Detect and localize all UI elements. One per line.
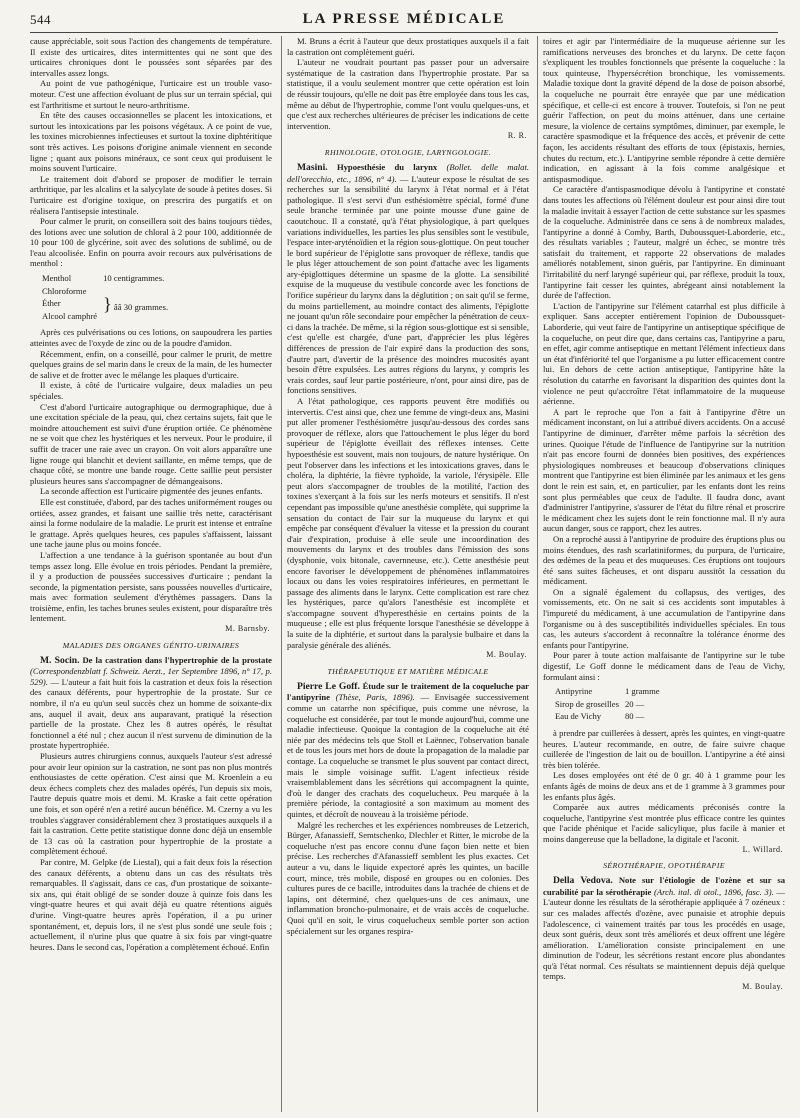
paragraph: Récemment, enfin, on a conseillé, pour calmer le prurit, de mettre quelques grains de sel marin dans le creux de la main, de les humecter de salive et de frotter avec le mélange les plaques d'urticaire. [30,348,272,380]
formula-ingredient: Eau de Vichy [555,711,602,722]
author-signature: M. Boulay. [486,650,527,660]
paragraph: cause appréciable, soit sous l'action des changements de température. Il existe des urticaires, dites intermittentes qui ne sont que des urticaires chroniques dont le poussées sont séparées par des intervalles assez longs. [30,36,272,78]
paragraph: L'affection a une tendance à la guérison spontanée au bout d'un temps assez long. Elle évolue en trois périodes. Pendant la première, il y a production de poussées successives d'urticaire ; pendant la seconde, la pigmentation persiste, sans poussées nouvelles d'urticaire, mais avec formation seulement d'érythèmes passagers. Dans la troisième, enfin, les taches brunes seules existent, pour disparaître très lentement. [30,549,272,624]
paragraph: La seconde affection est l'urticaire pigmentée des jeunes enfants. [40,486,263,497]
page-number: 544 [30,12,51,27]
author-signature: L. Willard. [742,844,783,854]
formula-ingredient: Chloroforme [42,285,87,296]
article-citation: (Bollet. delle malat. dell'orecchio, etc., 1896, n° 4). [287,161,529,184]
brace-glyph: } [103,293,112,314]
article-lead [287,681,529,820]
column-2 [287,36,529,1112]
article-citation: (Arch. ital. di otol., 1896, fasc. 3). [653,886,774,897]
formula-dose: 1 gramme [624,686,660,697]
section-heading: SÉROTHÉRAPIE, OPOTHÉRAPIE [603,861,725,871]
paragraph: à prendre par cuillerées à dessert, après les quintes, en vingt-quatre heures. L'auteur recommande, en outre, de faire suivre chaque cuillerée de l'ingestion de lait ou de bouillon. L'antipyrine a été ainsi très bien tolérée. [543,728,785,770]
article-author: Della Vedova. [553,875,613,887]
column-3 [543,36,785,1112]
paragraph: L'action de l'antipyrine sur l'élément catarrhal est plus difficile à expliquer. Sans accepter entièrement l'opinion de Duboussquet-Laborderie, qui veut faire de l'antipyrine un antiseptique spécifique de la coqueluche, on peut dire que, dans certains cas, l'antipyrine a paru, en effet, agir comme antiseptique en mettant l'élément infectieux dans un état d'infériorité tel que l'organisme a pu lutter efficacement contre lui. En dehors de cette action antiseptique, l'antipyrine hâte la résolution du catarrhe en favorisant la disparition des quintes dont la violence ne peut qu'accroître l'état inflammatoire de la muqueuse aérienne. [543,300,785,407]
paragraph: Par contre, M. Gelpke (de Liestal), qui a fait deux fois la résection des canaux déférents, a obtenu dans un cas des résultats très remarquables. Il s'agissait, dans ce cas, d'un prostatique de soixante-six ans, qui était obligé de se sonder douze à quinze fois dans les vingt-quatre heures et qui avait déjà eu quatre rétentions aiguës d'urine. Vingt-quatre heures après l'opération, il a pu uriner spontanément, et, depuis lors, il ne s'est plus sondé une seule fois ; actuellement, il n'urine plus que quatre à six fois par vingt-quatre heures. Dans le second cas, l'opération a complètement échoué. Enfin [30,856,272,952]
paragraph: Il existe, à côté de l'urticaire vulgaire, deux maladies un peu spéciales. [30,380,272,401]
formula-ingredient: Alcool camphré [42,310,98,321]
paragraph: A part le reproche que l'on a fait à l'antipyrine d'être un médicament inconstant, on lui a attribué divers accidents. On a accusé l'antipyrine de diminuer, d'arrêter même parfois la sécrétion des urines. Quoique l'étude de l'influence de l'antipyrine sur la nutrition n'ait pas encore fourni de données bien positives, des expériences physiologiques nombreuses et beaucoup d'observations cliniques montrent que l'antipyrine est bien éliminée par les animaux et les gens dont le rein est sain, et, en particulier, par les enfants dont les reins sont plus perméables que ceux de l'adulte. Il faudra donc, avant d'administrer l'antipyrine, s'assurer de l'état du filtre rénal et proscrire le médicament chez les sujets dont le rein fonctionne mal. Il n'y aura aucun danger, sous ce rapport, chez les autres. [543,406,785,534]
paragraph: Après ces pulvérisations ou ces lotions, on saupoudrera les parties atteintes avec de l'oxyde de zinc ou de la poudre d'amidon. [30,327,272,349]
paragraph: Plusieurs autres chirurgiens connus, auxquels l'auteur s'est adressé pour avoir leur opinion sur la castration, ne sont pas non plus montrés enthousiastes de cette opération. C'est ainsi que M. Kroenlein a eu deux échecs complets chez des malades opérés, l'un depuis six mois, l'autre depuis quatre mois et demi. M. Kraske a fait cette opération une fois, et son opéré n'en a retiré aucun bénéfice. M. Czerny a vu les troubles s'aggraver considérablement chez 3 prostatiques auxquels il a fait la castration. Cette petite statistique donne donc déjà un ensemble de 13 cas où la castration pour hypertrophie de la prostate a complètement échoué. [30,751,272,857]
article-text: — Envisagée successivement comme un catarrhe non spécifique, puis comme une névrose, la coqueluche est considérée, par tout le monde aujourd'hui, comme une maladie infectieuse. Quoique la contagion de la coqueluche ait été niée par des médecins tels que Stoll et Laënnec, l'observation banale et de tous les jours met hors de doute la propagation de la maladie par contage. La coqueluche se transmet le plus souvent par contact direct, mais le simple voisinage suffit. L'agent infectieux réside vraisemblablement dans les sécrétions qui accompagnent la quinte, d'où le danger des crachats des coquelucheux. Peu marquée à la première période, la contagiosité a son maximum au moment des quintes, et décroît de nouveau à la troisième période. [287,692,529,819]
paragraph: Les doses employées ont été de 0 gr. 40 à 1 gramme pour les enfants âgés de moins de deux ans et de 1 gramme à 3 grammes pour les enfants plus âgés. [543,770,785,802]
paragraph: A l'état pathologique, ces rapports peuvent être modifiés ou intervertis. C'est ainsi que, chez une femme de vingt-deux ans, Masini put aller promener l'esthésiomètre jusqu'au-dessous des cordes sans provoquer de réflexe, alors que l'attouchement le plus léger du bord supérieur de l'épiglotte éveillait des réflexes intenses. Cette hypoesthésie est souvent, mais non toujours, de nature hystérique. On peut l'observer dans les infections et les intoxications graves, dans le choléra, la diphtérie, la fièvre typhoïde, la variole, l'érysipèle. Elle peut alors s'accompagner de troubles de la motilité, l'action des toxines s'exerçant à la fois sur les nerfs moteurs et sensitifs. Il n'est cependant pas impossible qu'une anesthésie complète, qui supprime la sensation du contact de l'air sur la muqueuse du larynx et qui empêche par conséquent d'évaluer la vitesse et la pression du courant d'air d'expiration, produise à elle seule une incoordination des mouvements du larynx et des troubles dans l'émission des sons (dysphonie, voix bitonale, cavernneuse, etc.). Cette anesthésie peut encore favoriser le développement de phénomènes inflammatoires locaux ou dans les voies respiratoires inférieures, en permettant le passage des aliments dans le larynx. Cette complication est rare chez les hystériques, parce qu'alors l'anesthésie est incomplète et s'accompagne souvent d'hyperesthésie en certains points de la muqueuse ; elle est plus fréquente lorsque l'anesthésie se développe à la suite de la diphtérie, et surtout dans la paralysie bulbaire et dans la paralysie générale des aliénés. [287,396,529,650]
column-divider [281,36,282,1112]
article-title: Étude sur le traitement de la coqueluche par l'antipyrine [287,680,529,703]
article-author: Masini. [297,161,328,173]
author-signature: R. R. [507,131,527,141]
article-author: M. Socin. [40,654,80,666]
paragraph: M. Bruns a écrit à l'auteur que deux prostatiques auxquels il a fait la castration ont complètement guéri. [287,36,529,57]
section-heading: THÉRAPEUTIQUE ET MATIÈRE MÉDICALE [327,666,489,676]
article-title: De la castration dans l'hypertrophie de la prostate [82,654,272,665]
author-signature: M. Boulay. [742,982,783,992]
section-heading: MALADIES DES ORGANES GÉNITO-URINAIRES [62,640,240,650]
formula-dose: 20 — [624,698,645,709]
paragraph: En tête des causes occasionnelles se placent les intoxications, et surtout les intoxications par les poisons végétaux. A ce point de vue, les toxines microbiennes infectieuses et surtout la toxine diphtéritique sont très actives. Les poisons d'origine animale viennent en seconde ligne ; quant aux poisons minéraux, ce sont ceux qui produisent le moins souvent l'urticaire. [30,110,272,174]
formula-dose-value: ââ 30 grammes. [113,301,169,312]
paragraph: Comparée aux autres médicaments préconisés contre la coqueluche, l'antipyrine s'est montrée plus efficace contre les quintes que l'acide phénique et l'acide salicylique, plus facile à manier et moins dangereuse que la belladone, la digitale et l'aconit. [543,802,785,844]
publication-title: LA PRESSE MÉDICALE [302,11,506,27]
article-lead [30,655,272,751]
paragraph: C'est d'abord l'urticaire autographique ou dermographique, due à une excitation spéciale de la peau, qui, chez certains sujets, fait que le moindre attouchement est suivi d'une éruption ortiée. Ce phénomène ne se voit que chez les hystériques et les nerveux. Pour le produire, il suffit de tracer une raie avec un crayon. On voit alors apparaître une ligne rouge qui blanchit et devient saillante, en même temps, que de chaque côté, se montre une bande rouge. Cette saillie peut persister plusieurs heures sans s'accompagner de démangeaisons. [30,401,272,486]
paragraph: Au point de vue pathogénique, l'urticaire est un trouble vaso-moteur. C'est une affection évoluant de plus sur un terrain spécial, qui est l'arthritisme et surtout le neuro-arthritisme. [30,78,272,110]
formula-dose: 10 centigrammes. [103,273,165,284]
article-text: — L'auteur expose le résultat de ses recherches sur la sensibilité du larynx à l'état normal et à l'état pathologique. Il s'est servi d'un esthésiomètre spécial, formé d'une seule branche terminée par une pointe mousse d'une gaine de caoutchouc. Il a constaté, qu'à l'état physiologique, à part quelques variations individuelles, les parties les plus sensibles sont le vestibule, l'espace inter-aryténoïdien et la région sous-glottique. On peut toucher le bord supérieur de l'épiglotte sans provoquer de réflexe, tandis que le plus léger attouchement de son point d'attache avec les ligaments ary-épiglottiques détermine un spasme de la glotte. La sensibilité exquise de la muqueuse du vestibule concorde avec les fonctions de l'orifice supérieur du larynx dans la déglutition ; on sait qu'il se ferme, du moins partiellement, au moindre contact des aliments, l'épiglotte ne jouant qu'un rôle secondaire pour empêcher la pénétration de ceux-ci dans la trachée. De même, si la région sous-glottique est si sensible, c'est qu'elle est chargée, d'une part, d'apprécier les plus légères différences de pression de l'air expiré dans la production des sons, d'autre part, d'avertir de la présence des moindres mucosités ayant besoin d'être expulsées. Les autres régions du larynx, y compris les vrais cordes, sauf leur partie postérieure, n'ont, pour ainsi dire, pas de fonctions sensitives. [287,173,529,396]
paragraph: Pour parer à toute action malfaisante de l'antipyrine sur le tube digestif, Le Goff donne le médicament dans de l'eau de Vichy, formulant ainsi : [543,650,785,682]
paragraph: Malgré les recherches et les expériences nombreuses de Letzerich, Bürger, Afanassieff, Semtschenko, Dlechler et Ritter, le microbe de la coqueluche n'est pas encore connu d'une façon bien nette et bien précise. Les recherches d'Afanassieff semblent les plus exactes. Cet auteur a vu, dans le liquide expectoré après les quintes, un bacille court, mince, très mobile, disposé en groupes ou en colonies. Des cultures pures de ce bacille, introduites dans la trachée de chiens et de lapins, ont déterminé, chez quelques-uns de ces animaux, une inflammation broncho-pulmonaire, et de vrais accès de coqueluche. Quoi qu'il en soit, le virus coquelucheux semble porter son action spécialement sur les organes respira- [287,819,529,936]
paragraph: Ce caractère d'antispasmodique dévolu à l'antipyrine et constaté dans toutes les affections où l'élément douleur est pour ainsi dire tout la maladie invitait à essayer l'action de cette substance sur les spasmes de la coqueluche. Administrée dans ce sens à de nombreux malades, l'antipyrine a donné à Comby, Barth, Duboussquet-Laborderie, etc., des résultats variables ; l'auteur, malgré un échec, se montre très satisfait du traitement, et rapporte 22 observations de malades améliorés notablement, sinon guéris, par l'antipyrine. En diminuant l'irritabilité du nerf laryngé supérieur qui, par réflexe, produit la toux, l'antipyrine fait cesser les quintes, abrégeant ainsi notablement la durée de l'affection. [543,184,785,301]
formula-ingredient: Antipyrine [555,686,593,697]
article-text: — L'auteur donne les résultats de la sérothérapie appliquée à 7 ozéneux : sur ces malades affectés d'ozène, avec punaisie et atrophie depuis l'adolescence, ci vainement traités par tous les procédés en usage, deux sont guéris, deux sont très améliorés et deux offrent une légère amélioration. L'amélioration consiste principalement en une diminution de l'odeur, les sécrétions restant encore plus abondantes qu'à l'état normal. Ces résultats se maintiennent depuis déjà quelque temps. [543,886,785,982]
formula-dose [101,286,170,322]
formula-ingredient: Menthol [42,273,72,284]
paragraph: L'auteur ne voudrait pourtant pas passer pour un adversaire systématique de la castration dans l'hypertrophie prostate. Par sa statistique, il a voulu seulement montrer que cette opération est loin de réussir toujours, qu'elle ne doit pas être employée dans tous les cas, même au début de l'hypertrophie, comme l'ont voulu quelques-uns, et que c'est aux recherches ultérieures de préciser les indications de cette intervention. [287,57,529,131]
paragraph: On a reproché aussi à l'antipyrine de produire des éruptions plus ou moins étendues, des rash scarlatiniformes, du purpura, de l'urticaire, des œdèmes de la peau et des muqueuses. Ces éruptions ont toujours été sans suites fâcheuses, et ont disparu aussitôt la cessation du médicament. [543,533,785,587]
article-author: Pierre Le Goff. [297,680,360,692]
paragraph: On a signalé également du collapsus, des vertiges, des vomissements, etc. On ne sait si ces accidents sont imputables à l'impureté du médicament, à une accumulation de l'antipyrine dans l'organisme ou à des susceptibilités individuelles spéciales. En tous cas, les auteurs s'accordent à reconnaître la tolérance énorme des enfants pour l'antipyrine. [543,586,785,650]
paragraph: Elle est constituée, d'abord, par des taches uniformément rouges ou ortiées, assez grandes, et faisant une saillie très nette, caractérisant ainsi la forme nodulaire de la maladie. Le prurit est intense et entraîne le grattage. Après quelques heures, ces papules s'affaissent, laissant une tache jaune plus ou moins foncée. [30,496,272,550]
formula-ingredient: Éther [42,298,61,309]
paragraph: Pour calmer le prurit, on conseillera soit des bains toujours tièdes, des lotions avec une solution de chloral à 2 pour 100, additionnée de 10 pour 100 de glycérine, soit avec des solutions de sublimé, ou de l'eau alcoolisée. Enfin on pourra avoir recours aux pulvérisations de menthol : [30,216,272,269]
article-title: Hypoesthésie du larynx [336,161,438,172]
article-text: — L'auteur a fait huit fois la castration et deux fois la résection des canaux déférents, pour hypertrophie de la prostate. Sur ce nombre, il n'a eu qu'un seul succès chez un homme de soixante-dix ans, auquel il avait, deux ans auparavant, pratiqué la résection partielle de la prostate. Chez les 8 autres opérés, le résultat fonctionnel a été nul ; chez aucun il n'est survenu de diminution de la prostate hypertrophiée. [30,676,272,751]
page-header [30,6,778,33]
formula-dose: 80 — [624,711,645,722]
article-citation: (Thèse, Paris, 1896). [335,692,415,703]
prescription-table [551,684,664,724]
paragraph: Le traitement doit d'abord se proposer de modifier le terrain arthritique, par les alcalins et la salycylate de soude à petites doses. Si l'urticaire est d'origine toxique, on prescrira des purgatifs et on réalisera l'antisepsie intestinale. [30,173,272,216]
formula-ingredient: Sirop de groseilles [555,698,619,709]
prescription-table [38,271,172,323]
article-title: Note sur l'étiologie de l'ozène et sur sa curabilité par la sérothérapie [543,875,785,897]
author-signature: M. Barnsby. [225,624,270,634]
column-divider [537,36,538,1112]
paragraph: toires et agir par l'intermédiaire de la muqueuse aérienne sur les ramifications nerveuses des bronches et du larynx. De cette façon s'expliquent les troubles fonctionnels que présente la coqueluche : la toux quinteuse, l'hypersécrétion bronchique, les vomissements. Maladie toxique dont la gravité dépend de la dose de poison absorbé, la coqueluche ne pourrait être enrayée que par une médication spécifique, et celle-ci est encore à trouver. Toutefois, si l'on ne peut guérir l'affection, on peut du moins atténuer, dans une certaine mesure, la violence de certains symptômes, diminuer, par exemple, le caractère spasmodique et la fréquence des accès, et prévenir de cette façon, les accidents résultant des efforts de toux (épistaxis, hernies, chutes du rectum, etc.). L'antipyrine semble répondre à cette dernière indication, en agissant à la fois comme analgésique et antispasmodique. [543,36,785,184]
article-lead [287,162,529,396]
column-1 [30,36,272,1112]
article-lead [543,875,785,982]
section-heading: RHINOLOGIE, OTOLOGIE, LARYNGOLOGIE. [324,147,492,157]
article-citation: (Correspondenzblatt f. Schweiz. Aerzt., 1er Septembre 1896, n° 17, p. 529). [30,666,272,687]
